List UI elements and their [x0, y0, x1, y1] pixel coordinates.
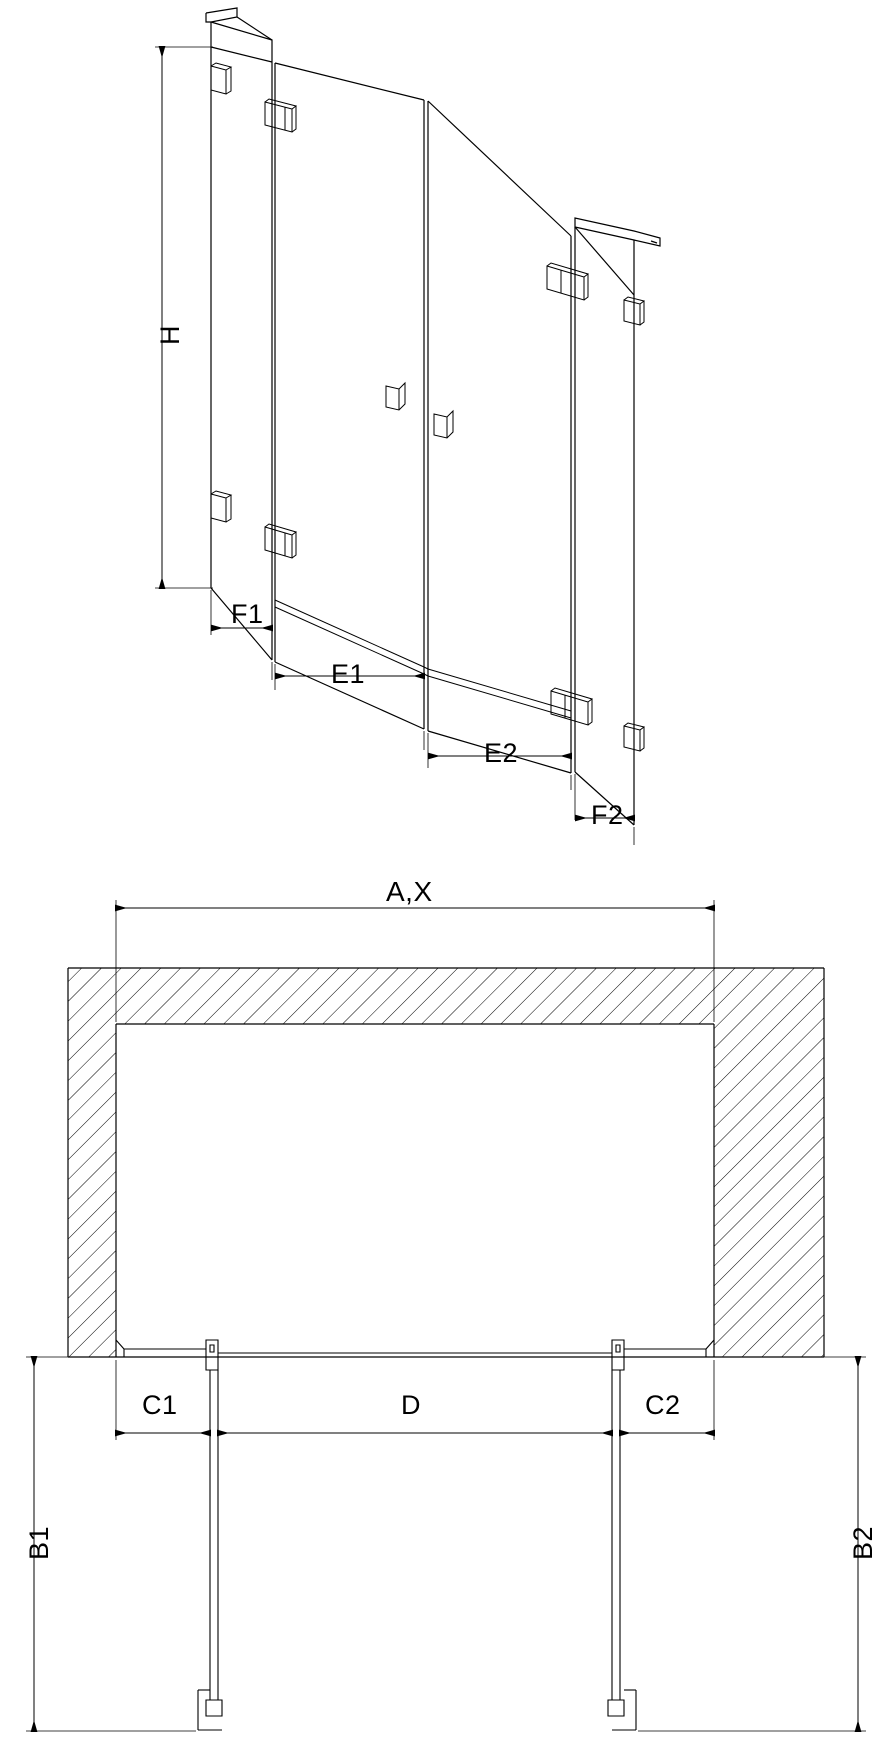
dimensions-isometric: [155, 47, 634, 845]
dimension-label-b1: B1: [24, 1525, 54, 1560]
hinge-mid-left-top: [265, 99, 296, 132]
door-leaf-right: [428, 101, 571, 773]
handle-right: [434, 411, 453, 438]
hinge-left-top: [211, 63, 231, 94]
dimension-label-e1: E1: [331, 659, 366, 689]
fixed-panel-left: [206, 8, 272, 660]
door-leaf-left: [275, 63, 424, 729]
bottom-sill-profile: [275, 600, 571, 718]
dimension-label-f1: F1: [231, 599, 264, 629]
dimension-label-c1: C1: [142, 1390, 178, 1420]
hinge-mid-left-bottom: [265, 524, 296, 558]
wall-outline: [68, 968, 824, 1357]
dimension-label-overall-width: A,X: [386, 876, 433, 907]
dimension-label-e2: E2: [484, 738, 519, 768]
dimension-label-height: H: [155, 325, 185, 345]
dimension-label-d: D: [401, 1390, 421, 1420]
dimension-label-c2: C2: [645, 1390, 681, 1420]
hinge-left-bottom: [211, 491, 231, 522]
dimension-label-b2: B2: [848, 1525, 878, 1560]
handle-left: [386, 383, 405, 410]
wall-hatching: [68, 968, 824, 1357]
fixed-panel-right: [575, 218, 660, 825]
hinge-mid-right-top: [547, 263, 588, 300]
plan-view: [68, 968, 824, 1730]
dimension-label-f2: F2: [591, 800, 624, 830]
isometric-view: [206, 8, 660, 825]
